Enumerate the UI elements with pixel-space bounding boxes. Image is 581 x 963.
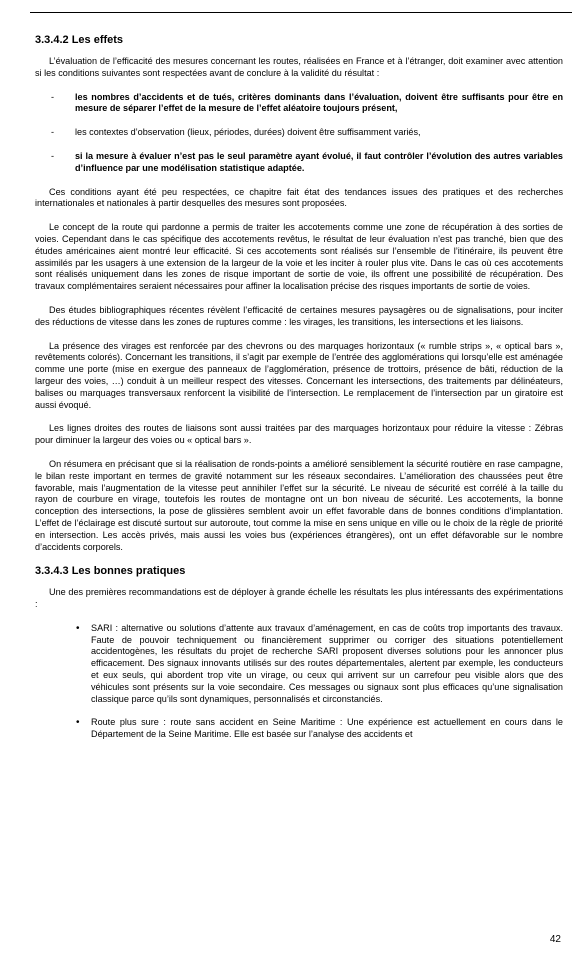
paragraph: Les lignes droites des routes de liaisons sont aussi traitées par des marquages horizontaux pour réduire la vitesse : Zébras pour diminuer la largeur des voies ou « optical bars ». bbox=[35, 423, 563, 446]
bullet-marker: • bbox=[76, 622, 80, 634]
list-item-text: SARI : alternative ou solutions d’attente aux travaux d’aménagement, en cas de coûts trop importants des travaux. Faute de pouvoir techniquement ou financièrement supprimer ou corriger des situations potentiellement accidentogènes, les résultats du projet de recherche SARI proposent diverses solutions pour les annoncer plus efficacement. Des signaux innovants utilisés sur des routes départementales, alertent par exemple, les conducteurs et eux seuls, qui abordent trop vite un virage, ou ceux qui arrivent sur un carrefour peu visible alors que des véhicules sont présents sur la voie secondaire. Ces messages ou signaux sont plus efficaces qu’une signalisation classique parce qu’ils sont dynamiques, personnalisés et circonstanciés. bbox=[91, 622, 563, 704]
conditions-list bbox=[35, 92, 563, 175]
page-number: 42 bbox=[549, 934, 561, 945]
list-item bbox=[35, 717, 563, 741]
dash-marker: - bbox=[51, 91, 55, 102]
list-item bbox=[35, 623, 563, 706]
paragraph-intro: Une des premières recommandations est de déployer à grande échelle les résultats les plus intéressants des expérimentations : bbox=[35, 587, 563, 610]
header-rule bbox=[30, 12, 572, 13]
bullet-marker: • bbox=[76, 717, 80, 729]
paragraph: Le concept de la route qui pardonne a permis de traiter les accotements comme une zone de récupération à des sorties de voies. Cependant dans le cas spécifique des accotements revêtus, le résultat de leur évaluation n’est pas tranché, bien que des études américaines aient montré leur efficacité. Si ces accotements sont réalisés sur l’ensemble de l’itinéraire, ils peuvent être assimilés par les usagers à une extension de la largeur de la voie et les inciter à rouler plus vite. Dans le cas où ces accotements sont réalisés uniquement dans les zones de risque important de sortie de voie, ils offrent une possibilité de récupération. Des travaux complémentaires seraient nécessaires pour affiner la localisation précise des risques importants de sortie de voies. bbox=[35, 222, 563, 292]
page-content bbox=[35, 34, 563, 753]
paragraph: Des études bibliographiques récentes révèlent l’efficacité de certaines mesures paysagères ou de signalisations, pour inciter des réductions de vitesse dans les zones de ruptures comme : les virages, les transitions, les intersections et les liaisons. bbox=[35, 304, 563, 327]
dash-marker: - bbox=[51, 127, 55, 138]
list-item-text: si la mesure à évaluer n’est pas le seul paramètre ayant évolué, il faut contrôler l’évolution des autres variables d’influence par une modélisation statistique adaptée. bbox=[75, 150, 563, 173]
paragraph-intro: L’évaluation de l’efficacité des mesures concernant les routes, réalisées en France et à l’étranger, doit examiner avec attention si les conditions suivantes sont respectées avant de conclure à la validité du résultat : bbox=[35, 56, 563, 78]
paragraph: Ces conditions ayant été peu respectées, ce chapitre fait état des tendances issues des pratiques et des recherches internationales et nationales à partir desquelles des mesures sont proposées. bbox=[35, 186, 563, 209]
list-item-text: Route plus sure : route sans accident en Seine Maritime : Une expérience est actuellement en cours dans le Département de la Seine Maritime. Elle est basée sur l’analyse des accidents et bbox=[91, 717, 563, 740]
paragraph: La présence des virages est renforcée par des chevrons ou des marquages horizontaux (« rumble strips », « optical bars », revêtements colorés). Concernant les transitions, il s’agit par exemple de l’entrée des agglomérations qui lorsqu’elle est aménagée comme une porte (mise en exergue des panneaux de l’agglomération, présence de trottoirs, présence de bâti, réduction de la largeur des voies, …) conduit à un meilleur respect des vitesses. Concernant les intersections, des traitements par délinéateurs, balises ou marquages transversaux renforcent la visibilité de l’intersection. Le remplacement de l’intersection par un giratoire est aussi évoqué. bbox=[35, 340, 563, 410]
list-item bbox=[35, 127, 563, 139]
list-item bbox=[35, 151, 563, 175]
list-item-text: les contextes d’observation (lieux, périodes, durées) doivent être suffisamment variés, bbox=[75, 127, 421, 138]
list-item-text: les nombres d’accidents et de tués, critères dominants dans l’évaluation, doivent être suffisants pour être en mesure de séparer l’effet de la mesure de l’effet aléatoire toujours présent, bbox=[75, 91, 563, 114]
section-heading-effets: 3.3.4.2 Les effets bbox=[35, 34, 124, 46]
dash-marker: - bbox=[51, 150, 55, 161]
list-item bbox=[35, 92, 563, 116]
practices-list bbox=[35, 623, 563, 741]
paragraph: On résumera en précisant que si la réalisation de ronds-points a amélioré sensiblement la sécurité routière en rase campagne, le bilan reste important en termes de gravité notamment sur les réseaux secondaires. L’amélioration des chaussées peut être favorable, mais l’augmentation de la vitesse peut annihiler l’effet sur la sécurité. Le niveau de sécurité est corrélé à la taille du rayon de courbure en virage, toutefois les routes de montagne ont un bon niveau de sécurité. Les accotements, la bonne conception des intersections, la pose de glissières semblent avoir un effet favorable dans de bonnes conditions d’implantation. L’effet de l’éclairage est discuté surtout sur autoroute, tout comme la mise en sens unique en ville ou le choix de la règle de priorité en intersection. Les accès privés, mais aussi les voies bus (expériences étrangères), ont un effet défavorable sur le nombre d’accidents corporels. bbox=[35, 458, 563, 552]
section-heading-bonnes-pratiques: 3.3.4.3 Les bonnes pratiques bbox=[35, 565, 186, 578]
